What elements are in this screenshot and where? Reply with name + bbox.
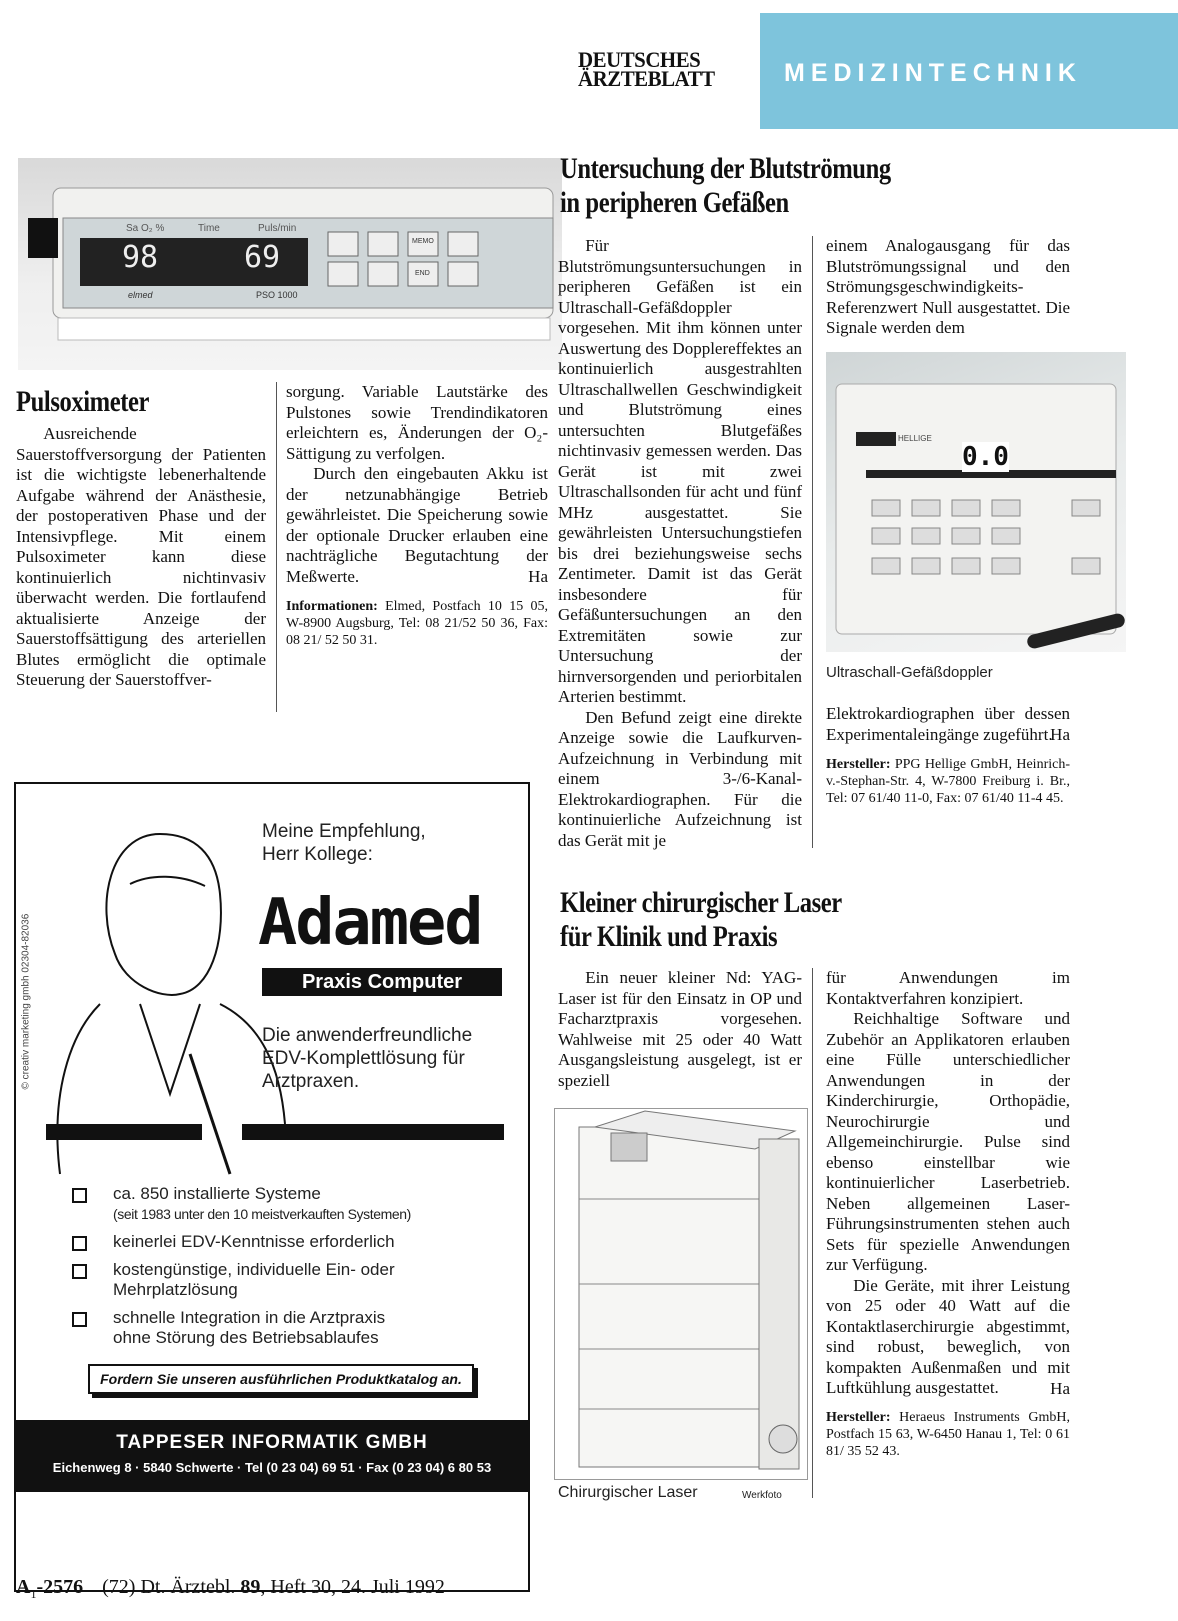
column-rule — [812, 236, 813, 848]
laser-col1 — [558, 968, 802, 1091]
column-rule — [812, 968, 813, 1498]
adamed-advertisement — [14, 782, 530, 1592]
laser-col2-p1: für Anwendungen im Kontaktverfahren konzipiert. — [826, 968, 1070, 1008]
doppler-display: 0.0 — [962, 442, 1009, 472]
ad-cta: Fordern Sie unseren ausführlichen Produktkatalog an. — [100, 1371, 462, 1387]
laser-device-illustration — [555, 1109, 807, 1479]
blutstroemung-col1-p2: Den Befund zeigt eine direkte Anzeige sowie die Laufkurven-Aufzeichnung in Verbindung mit einem 3-/6-Kanal-Elektrokardiographen. Für die kontinuierliche Aufzeichnung ist das Gerät mit je — [558, 707, 802, 850]
blutstroemung-col2-top — [826, 236, 1070, 339]
pulsoximeter-col2-p2: Durch den eingebauten Akku ist der netzunabhängige Betrieb gewährleistet. Die Speicherung sowie der optionale Drucker erlauben eine nachträgliche Begutachtung der Meßwerte. — [286, 464, 548, 586]
checkbox-icon — [72, 1236, 87, 1251]
ad-divider-left — [46, 1124, 202, 1140]
doppler-brand: HELLIGE — [898, 434, 932, 443]
journal-name-line1: DEUTSCHES — [578, 47, 701, 72]
blutstroemung-col2-bottom — [826, 704, 1070, 807]
blutstroemung-info — [826, 756, 1070, 807]
ad-company-bar — [16, 1420, 528, 1492]
laser-title-line2: für Klinik und Praxis — [560, 920, 778, 953]
adamed-logo-sub: Praxis Computer — [262, 968, 502, 996]
page-number: -2576 — [36, 1576, 84, 1598]
ad-speech-line1: Meine Empfehlung, — [262, 821, 426, 842]
ad-bullet-subtext: Mehrplatzlösung — [113, 1280, 238, 1299]
citation-volume: 89 — [240, 1576, 261, 1598]
blutstroemung-col2-p2: Elektrokardiographen über dessen Experimentaleingänge zugeführt. — [826, 704, 1070, 744]
puls-display: 69 — [244, 240, 281, 275]
blutstroemung-col2-p1: einem Analogausgang für das Blutströmungssignal und den Strömungsgeschwindigkeits-Referenzwert Null ausgestattet. Die Signale werden dem — [826, 236, 1070, 337]
device-brand: elmed — [128, 290, 153, 300]
ad-tagline-line3: Arztpraxen. — [262, 1071, 360, 1092]
ad-bullet-item — [72, 1184, 502, 1224]
blutstroemung-author: Ha — [1050, 725, 1070, 744]
laser-photo — [554, 1108, 808, 1480]
ad-address: Eichenweg 8 · 5840 Schwerte · Tel (0 23 04) 69 51 · Fax (0 23 04) 6 80 53 — [52, 1460, 492, 1475]
blutstroemung-title-line2: in peripheren Gefäßen — [560, 186, 789, 219]
page-prefix: A — [16, 1576, 31, 1598]
ad-bullet-text: schnelle Integration in die Arztpraxis — [113, 1308, 386, 1327]
pulsoximeter-col1-text: Ausreichende Sauerstoffversorgung der Patienten ist die wichtigste lebenerhaltende Aufgabe während der Anästhesie, der postoperativen Phase und der Intensivpflege. Mit einem Pulsoximeter kann diese kontinuierlich nichtinvasiv überwacht werden. Die fortlaufend aktualisierte Anzeige der Sauerstoffsättigung des arteriellen Blutes ermöglicht die optimale Steuerung der Sauerstoffver- — [16, 424, 266, 689]
laser-info-label: Hersteller: — [826, 1410, 891, 1425]
pulsoximeter-col2-p1: sorgung. Variable Lautstärke des Pulstones sowie Trendindikatoren erleichtern es, Änderungen der O₂-Sättigung zu verfolgen. — [286, 382, 548, 463]
ad-bullet-text: ca. 850 installierte Systeme — [113, 1184, 321, 1203]
laser-title — [560, 886, 842, 954]
pulsoximeter-info-text: Elmed, Postfach 10 15 05, W-8900 Augsburg, Tel: 08 21/52 50 36, Fax: 08 21/ 52 50 31. — [286, 598, 548, 648]
ad-tagline-line1: Die anwenderfreundliche — [262, 1025, 473, 1046]
pulsoximeter-device-illustration — [18, 158, 562, 370]
ad-bullet-item — [72, 1232, 502, 1252]
doppler-caption: Ultraschall-Gefäßdoppler — [826, 664, 993, 681]
blutstroemung-info-label: Hersteller: — [826, 756, 891, 772]
sao2-label: Sa O₂ % — [126, 223, 165, 234]
section-banner — [760, 13, 1178, 129]
laser-photo-credit: Werkfoto — [742, 1490, 782, 1501]
doppler-device-illustration — [826, 352, 1126, 652]
ad-divider-right — [242, 1124, 504, 1140]
column-rule — [276, 382, 277, 712]
laser-author: Ha — [1050, 1378, 1070, 1398]
ad-bullet-subtext: (seit 1983 unter den 10 meistverkauften Systemen) — [113, 1206, 411, 1222]
blutstroemung-col1-p1: Für Blutströmungsuntersuchungen in peripheren Gefäßen ist ein Ultraschall-Gefäßdoppler vorgesehen. Mit ihm können unter Auswertung des Dopplereffektes an kontinuierlich ausgestrahlten Ultraschallwellen Geschwindigkeit und Blutströmung eines untersuchten Blutgefäßes nichtinvasiv gemessen werden. Das Gerät ist mit zwei Ultraschallsonden für acht und fünf MHz ausgestattet. Sie gewährleisten Untersuchungstiefen bis drei beziehungsweise sechs Zentimeter. Damit ist das Gerät insbesondere für Gefäßuntersuchungen an den Extremitäten sowie zur Untersuchung der hirnversorgenden und periorbitalen Arterien bestimmt. — [558, 236, 802, 706]
time-label: Time — [198, 223, 220, 234]
ad-bullet-item — [72, 1308, 502, 1348]
ad-side-credit: © creativ marketing gmbh 02304-82036 — [20, 913, 32, 1090]
checkbox-icon — [72, 1312, 87, 1327]
ad-bullet-subtext: ohne Störung des Betriebsablaufes — [113, 1328, 379, 1347]
blutstroemung-col1 — [558, 236, 802, 851]
doppler-photo — [826, 352, 1126, 652]
pulsoximeter-title: Pulsoximeter — [16, 385, 150, 418]
pulsoximeter-author: Ha — [528, 567, 548, 586]
end-label: END — [415, 270, 430, 277]
ad-tagline-line2: EDV-Komplettlösung für — [262, 1048, 465, 1069]
laser-info-text: Heraeus Instruments GmbH, Postfach 15 63, W-6450 Hanau 1, Tel: 0 61 81/ 35 52 43. — [826, 1410, 1071, 1459]
pulsoximeter-col1 — [16, 424, 266, 691]
ad-speech — [262, 820, 426, 866]
checkbox-icon — [72, 1264, 87, 1279]
device-model: PSO 1000 — [256, 290, 298, 300]
sao2-display: 98 — [122, 240, 159, 275]
laser-info — [826, 1409, 1070, 1460]
blutstroemung-title-line1: Untersuchung der Blutströmung — [560, 152, 891, 185]
laser-col2-p3: Die Geräte, mit ihrer Leistung von 25 oder 40 Watt auf die Kontaktlaserchirurgie abgestimmt, sind robust, beweglich, von kompakten Außenmaßen und mit Luftkühlung ausgestattet. — [826, 1275, 1070, 1397]
ad-bullet-list — [72, 1184, 502, 1356]
blutstroemung-info-text: PPG Hellige GmbH, Heinrich-v.-Stephan-Str. 4, W-7800 Freiburg i. Br., Tel: 07 61/40 11-0, Fax: 07 61/40 11-4 45. — [826, 756, 1070, 806]
journal-name-line2: ÄRZTEBLATT — [578, 66, 715, 91]
page-footer — [16, 1576, 445, 1602]
citation-pre: (72) Dt. Ärztebl. — [102, 1576, 236, 1598]
checkbox-icon — [72, 1188, 87, 1203]
laser-caption: Chirurgischer Laser — [558, 1484, 698, 1501]
pulsoximeter-info-label: Informationen: — [286, 598, 378, 614]
ad-tagline — [262, 1024, 472, 1093]
puls-label: Puls/min — [258, 223, 297, 234]
page-sub: 1 — [30, 1587, 37, 1601]
ad-speech-line2: Herr Kollege: — [262, 844, 373, 865]
laser-col2-p2: Reichhaltige Software und Zubehör an Applikatoren erlauben eine Fülle unterschiedlicher Anwendungen in der Kinderchirurgie, Orthopädie, Neurochirurgie und Allgemeinchirurgie. Pulse sind ebenso einstellbar wie kontinuierlicher Laserbetrieb. Neben allgemeinen Laser-Führungsinstrumenten stehen auch Sets für spezielle Anwendungen zur Verfügung. — [826, 1009, 1070, 1274]
laser-col2 — [826, 968, 1070, 1460]
section-title: MEDIZINTECHNIK — [784, 59, 1082, 87]
adamed-logo: Adamed — [258, 886, 482, 960]
laser-title-line1: Kleiner chirurgischer Laser — [560, 886, 842, 919]
journal-masthead — [578, 47, 746, 91]
pulsoximeter-photo — [18, 158, 562, 370]
pulsoximeter-col2 — [286, 382, 548, 649]
citation-post: , Heft 30, 24. Juli 1992 — [260, 1576, 445, 1598]
laser-col1-text: Ein neuer kleiner Nd: YAG-Laser ist für den Einsatz in OP und Facharztpraxis vorgesehen. Wahlweise mit 25 oder 40 Watt Ausgangsleistung ausgelegt, ist er speziell — [558, 968, 802, 1090]
ad-company: TAPPESER INFORMATIK GMBH — [116, 1432, 428, 1453]
ad-bullet-text: keinerlei EDV-Kenntnisse erforderlich — [113, 1232, 395, 1251]
ad-cta-box — [88, 1364, 474, 1394]
ad-bullet-text: kostengünstige, individuelle Ein- oder — [113, 1260, 395, 1279]
ad-bullet-item — [72, 1260, 502, 1300]
memo-label: MEMO — [412, 238, 434, 245]
blutstroemung-title — [560, 152, 891, 220]
pulsoximeter-info — [286, 598, 548, 649]
